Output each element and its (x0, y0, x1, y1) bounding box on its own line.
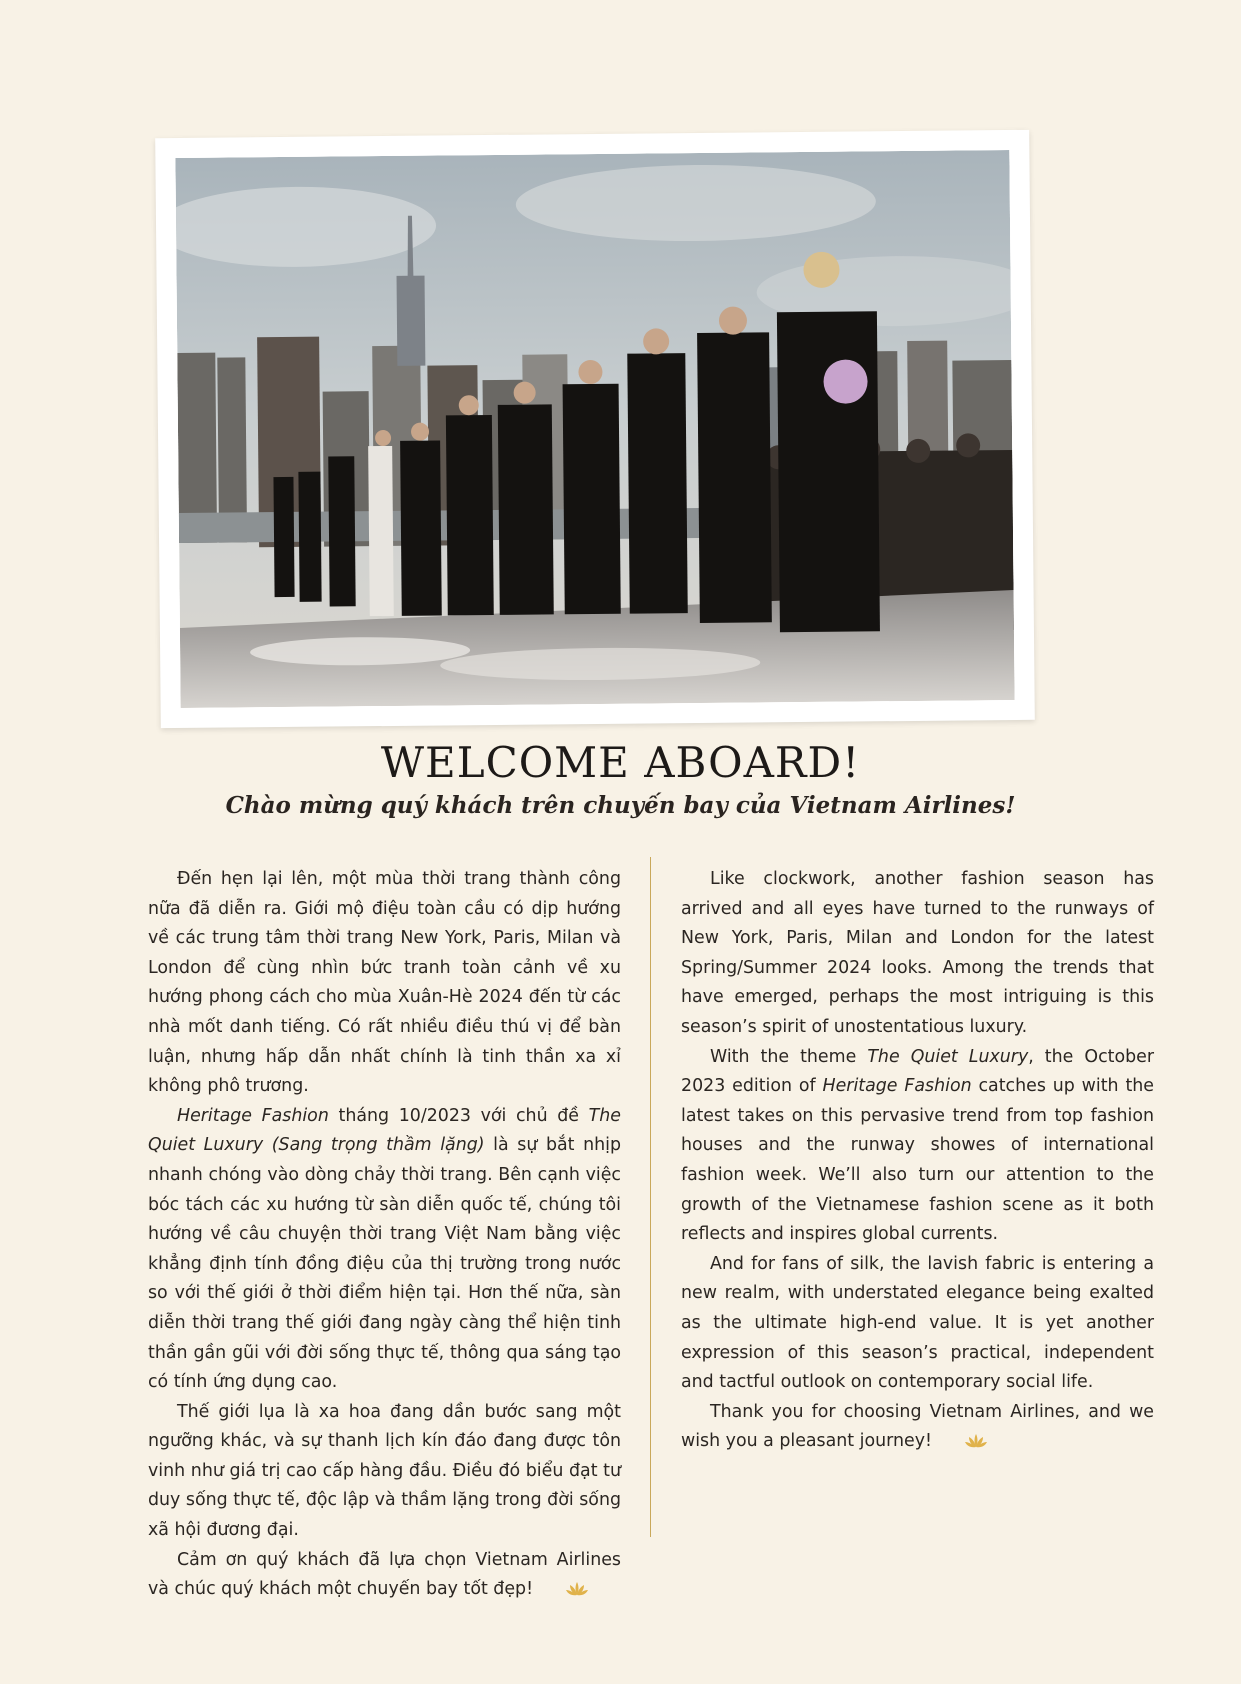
lotus-icon (537, 1578, 588, 1608)
en-magazine-name: Heritage Fashion (822, 1076, 972, 1097)
runway-photo (175, 150, 1014, 708)
vi-text: tháng 10/2023 với chủ đề (328, 1105, 589, 1126)
en-paragraph-2 (681, 1043, 1154, 1250)
en-paragraph-4 (681, 1398, 1154, 1460)
en-text: With the theme (710, 1046, 868, 1067)
vi-text: là sự bắt nhịp nhanh chóng vào dòng chảy thời trang. Bên cạnh việc bóc tách các xu hướng từ sàn diễn quốc tế, chúng tôi hướng về câu chuyện thời trang Việt Nam bằng việc khẳng định tính đồng điệu của thị trường trong nước so với thế giới ở thời điểm hiện tại. Hơn thế nữa, sàn diễn thời trang thế giới đang ngày càng thể hiện tinh thần gần gũi với đời sống thực tế, thông qua sáng tạo có tính ứng dụng cao. (148, 1135, 621, 1393)
en-paragraph-3: And for fans of silk, the lavish fabric is entering a new realm, with understated elegance being exalted as the ultimate high-end value. It is yet another expression of this season’s practical, independent and tactful outlook on contemporary social life. (681, 1253, 1154, 1393)
vi-closing-text: Cảm ơn quý khách đã lựa chọn Vietnam Airlines và chúc quý khách một chuyến bay tốt đẹp! (148, 1549, 621, 1600)
vi-paragraph-3: Thế giới lụa là xa hoa đang dần bước sang một ngưỡng khác, và sự thanh lịch kín đáo đang được tôn vinh như giá trị cao cấp hàng đầu. Điều đó biểu đạt tư duy sống thực tế, độc lập và thầm lặng trong đời sống xã hội đương đại. (148, 1401, 621, 1541)
vi-paragraph-1: Đến hẹn lại lên, một mùa thời trang thành công nữa đã diễn ra. Giới mộ điệu toàn cầu có dịp hướng về các trung tâm thời trang New York, Paris, Milan và London để cùng nhìn bức tranh toàn cảnh về xu hướng phong cách cho mùa Xuân-Hè 2024 đến từ các nhà mốt danh tiếng. Có rất nhiều điều thú vị để bàn luận, nhưng hấp dẫn nhất chính là tinh thần xa xỉ không phô trương. (148, 869, 621, 1097)
vietnamese-column (148, 865, 621, 1608)
vi-paragraph-2 (148, 1102, 621, 1398)
page-title: WELCOME ABOARD! (380, 738, 861, 787)
en-text: , the October 2023 edition of (681, 1046, 1154, 1097)
en-closing-text: Thank you for choosing Vietnam Airlines, and we wish you a pleasant journey! (681, 1401, 1154, 1452)
vi-paragraph-4 (148, 1546, 621, 1608)
runway-photo-illustration (175, 150, 1014, 708)
en-paragraph-1: Like clockwork, another fashion season has arrived and all eyes have turned to the runways of New York, Paris, Milan and London for the latest Spring/Summer 2024 looks. Among the trends that have emerged, perhaps the most intriguing is this season’s spirit of unostentatious luxury. (681, 869, 1154, 1037)
vi-magazine-name: Heritage Fashion (177, 1105, 329, 1126)
photo-frame (155, 130, 1035, 728)
page-subtitle: Chào mừng quý khách trên chuyến bay của Vietnam Airlines! (225, 792, 1016, 819)
english-column (681, 865, 1154, 1460)
lotus-icon (936, 1430, 987, 1460)
vi-theme-name: The Quiet Luxury (Sang trọng thầm lặng) (148, 1105, 621, 1156)
column-divider (650, 857, 651, 1537)
en-text: catches up with the latest takes on this pervasive trend from top fashion houses and the runway showes of international fashion week. We’ll also turn our attention to the growth of the Vietnamese fashion scene as it both reflects and inspires global currents. (681, 1076, 1154, 1245)
en-theme-name: The Quiet Luxury (867, 1046, 1029, 1067)
